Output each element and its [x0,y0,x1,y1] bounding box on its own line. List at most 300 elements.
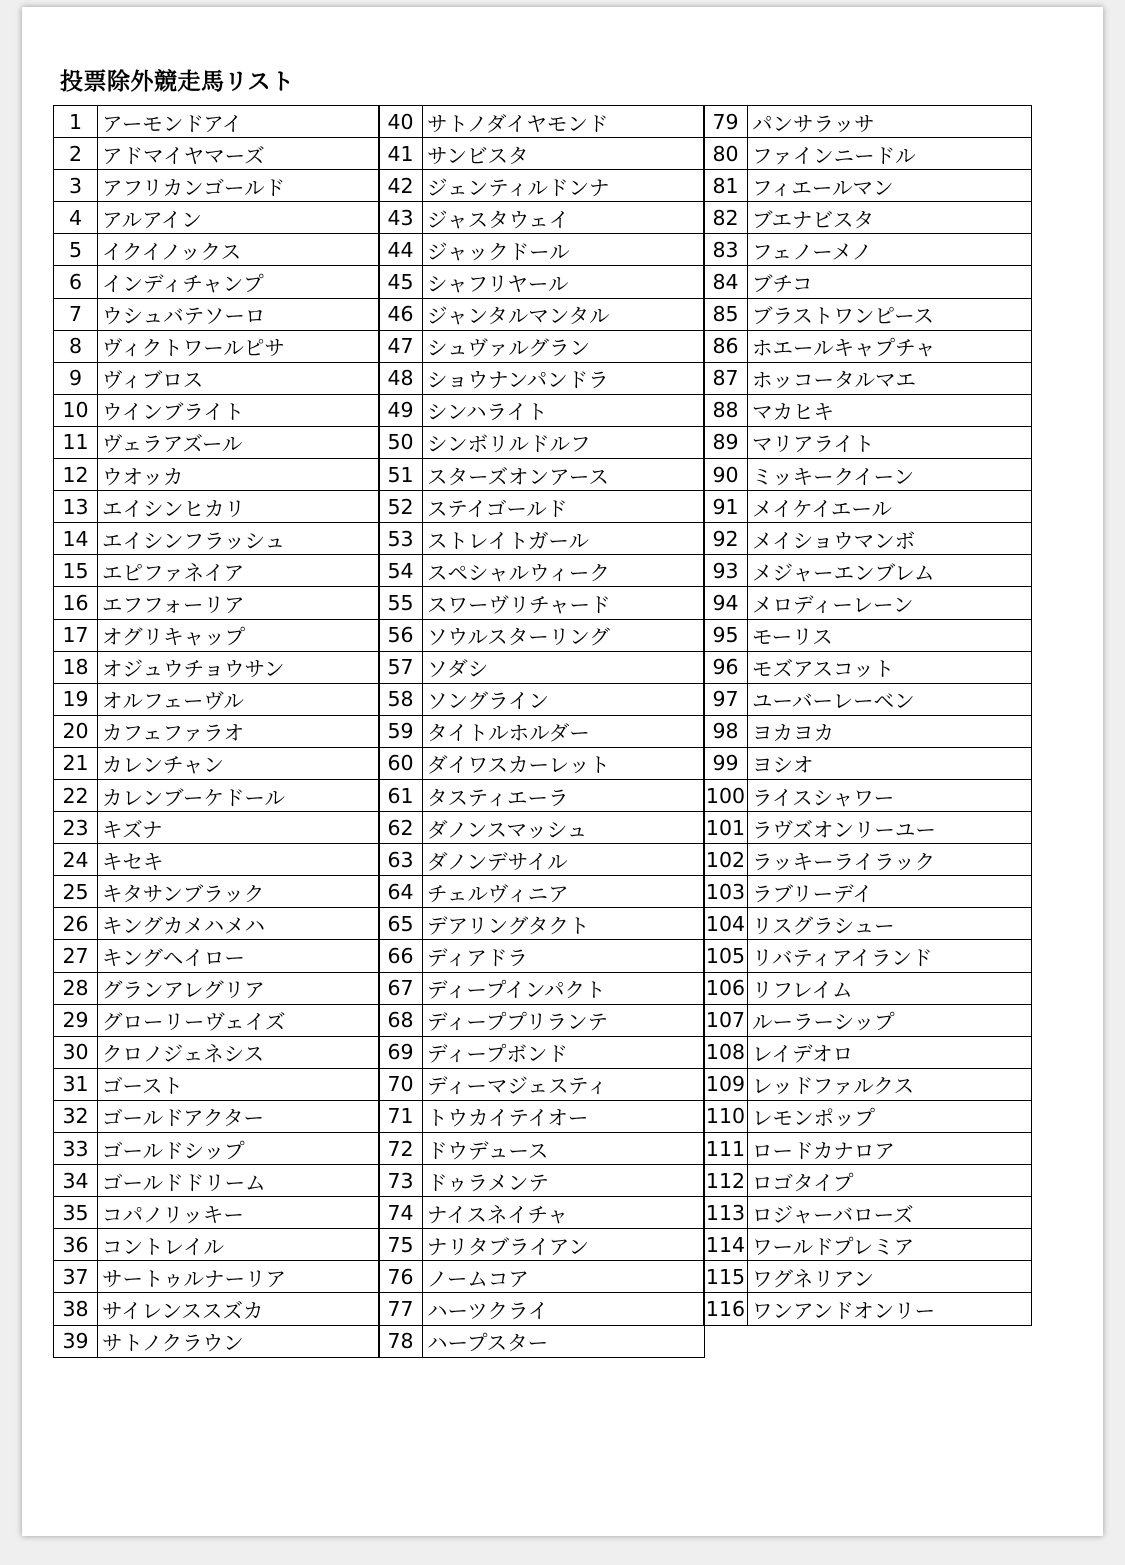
entry-number: 27 [54,940,98,972]
entry-number: 99 [704,747,748,779]
entry-number: 31 [54,1068,98,1100]
entry-number: 32 [54,1100,98,1132]
entry-number: 30 [54,1036,98,1068]
horse-name: キタサンブラック [98,876,380,908]
entry-number: 19 [54,683,98,715]
table-row [379,1293,705,1325]
entry-number: 111 [704,1133,748,1165]
entry-number: 47 [379,330,423,362]
entry-number: 40 [379,106,423,138]
horse-name: ドゥラメンテ [423,1165,705,1197]
horse-name: コントレイル [98,1229,380,1261]
horse-name: レッドファルクス [748,1068,1032,1100]
entry-number: 39 [54,1325,98,1357]
table-row [704,491,1032,523]
entry-number: 46 [379,298,423,330]
table-row [704,876,1032,908]
entry-number: 96 [704,651,748,683]
entry-number: 87 [704,362,748,394]
table-row [704,1165,1032,1197]
horse-name: ソウルスターリング [423,619,705,651]
entry-number: 17 [54,619,98,651]
table-row [704,1229,1032,1261]
entry-number: 48 [379,362,423,394]
table-row [704,555,1032,587]
entry-number: 88 [704,394,748,426]
horse-name: ノームコア [423,1261,705,1293]
horse-name: ファインニードル [748,138,1032,170]
entry-number: 44 [379,234,423,266]
table-row [54,266,380,298]
table-row [704,587,1032,619]
table-row [54,683,380,715]
horse-name: リバティアイランド [748,940,1032,972]
entry-number: 10 [54,394,98,426]
entry-number: 3 [54,170,98,202]
table-row [54,1261,380,1293]
table-row [54,202,380,234]
horse-name: レイデオロ [748,1036,1032,1068]
horse-name: ゴースト [98,1068,380,1100]
entry-number: 50 [379,426,423,458]
entry-number: 74 [379,1197,423,1229]
entry-number: 85 [704,298,748,330]
table-row [54,587,380,619]
entry-number: 108 [704,1036,748,1068]
horse-name: ナイスネイチャ [423,1197,705,1229]
entry-number: 28 [54,972,98,1004]
horse-name: ダイワスカーレット [423,747,705,779]
table-row [704,330,1032,362]
horse-name: ルーラーシップ [748,1004,1032,1036]
table-row [54,812,380,844]
table-row [54,1197,380,1229]
entry-number: 62 [379,812,423,844]
table-row [704,651,1032,683]
horse-name: メイショウマンボ [748,523,1032,555]
entry-number: 26 [54,908,98,940]
horse-name: キングヘイロー [98,940,380,972]
table-row [379,1133,705,1165]
table-row [54,330,380,362]
horse-name: シュヴァルグラン [423,330,705,362]
entry-number: 110 [704,1100,748,1132]
horse-name: スターズオンアース [423,459,705,491]
horse-name: ゴールドアクター [98,1100,380,1132]
horse-name: ハープスター [423,1325,705,1357]
entry-number: 72 [379,1133,423,1165]
entry-number: 91 [704,491,748,523]
horse-name: ディープボンド [423,1036,705,1068]
entry-number: 22 [54,779,98,811]
table-row [54,1293,380,1325]
table-row [379,812,705,844]
entry-number: 65 [379,908,423,940]
horse-name: メジャーエンブレム [748,555,1032,587]
entry-number: 42 [379,170,423,202]
horse-name: リスグラシュー [748,908,1032,940]
horse-name: スワーヴリチャード [423,587,705,619]
horse-name: ジャックドール [423,234,705,266]
horse-name: ダノンデサイル [423,844,705,876]
horse-name: ヴェラアズール [98,426,380,458]
page-title: 投票除外競走馬リスト [60,69,295,95]
horse-name: ジャンタルマンタル [423,298,705,330]
horse-name: エピファネイア [98,555,380,587]
table-row [704,298,1032,330]
horse-name: サイレンススズカ [98,1293,380,1325]
horse-name: ブエナビスタ [748,202,1032,234]
table-row [54,1325,380,1357]
entry-number: 60 [379,747,423,779]
table-row [704,106,1032,138]
horse-name: ヨシオ [748,747,1032,779]
table-row [704,972,1032,1004]
horse-name: シンハライト [423,394,705,426]
entry-number: 79 [704,106,748,138]
horse-name: ワンアンドオンリー [748,1293,1032,1325]
horse-name: リフレイム [748,972,1032,1004]
table-row [379,106,705,138]
entry-number: 45 [379,266,423,298]
table-row [379,459,705,491]
table-row [54,234,380,266]
horse-name: サートゥルナーリア [98,1261,380,1293]
table-row [379,138,705,170]
horse-name: インディチャンプ [98,266,380,298]
table-row [379,619,705,651]
entry-number: 49 [379,394,423,426]
entry-number: 107 [704,1004,748,1036]
entry-number: 52 [379,491,423,523]
table-row [379,1197,705,1229]
entry-number: 73 [379,1165,423,1197]
entry-number: 83 [704,234,748,266]
table-row [704,1004,1032,1036]
table-row [704,459,1032,491]
entry-number: 112 [704,1165,748,1197]
table-row [704,394,1032,426]
entry-number: 115 [704,1261,748,1293]
horse-name: ラブリーデイ [748,876,1032,908]
table-row [54,747,380,779]
table-row [704,1068,1032,1100]
table-row [379,779,705,811]
table-row [54,362,380,394]
horse-name: ディーププリランテ [423,1004,705,1036]
table-row [379,972,705,1004]
horse-name: フェノーメノ [748,234,1032,266]
horse-name: ショウナンパンドラ [423,362,705,394]
table-row [54,138,380,170]
horse-name: ストレイトガール [423,523,705,555]
horse-name: ロゴタイプ [748,1165,1032,1197]
table-row [54,715,380,747]
entry-number: 29 [54,1004,98,1036]
table-row [379,587,705,619]
table-row [379,523,705,555]
horse-name: マリアライト [748,426,1032,458]
horse-name: カレンチャン [98,747,380,779]
horse-name: フィエールマン [748,170,1032,202]
entry-number: 82 [704,202,748,234]
entry-number: 92 [704,523,748,555]
horse-name: ワールドプレミア [748,1229,1032,1261]
entry-number: 16 [54,587,98,619]
table-row [704,426,1032,458]
table-row [704,362,1032,394]
entry-number: 21 [54,747,98,779]
entry-number: 105 [704,940,748,972]
table-row [54,940,380,972]
entry-number: 100 [704,779,748,811]
entry-number: 41 [379,138,423,170]
horse-name: ホエールキャプチャ [748,330,1032,362]
horse-name: スペシャルウィーク [423,555,705,587]
entry-number: 23 [54,812,98,844]
entry-number: 116 [704,1293,748,1325]
horse-name: イクイノックス [98,234,380,266]
table-row [54,972,380,1004]
horse-name: ドウデュース [423,1133,705,1165]
entry-number: 5 [54,234,98,266]
entry-number: 70 [379,1068,423,1100]
table-row [54,426,380,458]
horse-name: エイシンフラッシュ [98,523,380,555]
horse-list-column-1 [53,105,380,1358]
table-row [704,1197,1032,1229]
table-row [704,234,1032,266]
entry-number: 51 [379,459,423,491]
entry-number: 53 [379,523,423,555]
table-row [54,1004,380,1036]
entry-number: 93 [704,555,748,587]
table-row [54,491,380,523]
horse-name: カフェファラオ [98,715,380,747]
entry-number: 2 [54,138,98,170]
entry-number: 69 [379,1036,423,1068]
horse-name: ディアドラ [423,940,705,972]
table-row [704,1293,1032,1325]
table-row [54,459,380,491]
horse-name: アーモンドアイ [98,106,380,138]
horse-name: メロディーレーン [748,587,1032,619]
entry-number: 63 [379,844,423,876]
entry-number: 77 [379,1293,423,1325]
table-row [704,908,1032,940]
entry-number: 4 [54,202,98,234]
table-row [379,844,705,876]
table-row [54,523,380,555]
table-row [54,106,380,138]
horse-name: ジャスタウェイ [423,202,705,234]
table-row [379,394,705,426]
entry-number: 64 [379,876,423,908]
entry-number: 86 [704,330,748,362]
table-row [704,779,1032,811]
horse-name: シャフリヤール [423,266,705,298]
table-row [54,651,380,683]
entry-number: 38 [54,1293,98,1325]
horse-name: ウオッカ [98,459,380,491]
horse-name: レモンポップ [748,1100,1032,1132]
table-row [54,298,380,330]
horse-name: トウカイテイオー [423,1100,705,1132]
table-row [379,330,705,362]
table-row [704,202,1032,234]
entry-number: 7 [54,298,98,330]
horse-name: アフリカンゴールド [98,170,380,202]
horse-name: ブラストワンピース [748,298,1032,330]
horse-name: ライスシャワー [748,779,1032,811]
entry-number: 25 [54,876,98,908]
table-row [379,1165,705,1197]
horse-name: アルアイン [98,202,380,234]
entry-number: 1 [54,106,98,138]
table-row [704,812,1032,844]
horse-name: コパノリッキー [98,1197,380,1229]
entry-number: 43 [379,202,423,234]
entry-number: 8 [54,330,98,362]
table-row [379,1325,705,1357]
entry-number: 68 [379,1004,423,1036]
entry-number: 55 [379,587,423,619]
entry-number: 18 [54,651,98,683]
horse-name: ヴィブロス [98,362,380,394]
horse-name: グローリーヴェイズ [98,1004,380,1036]
table-row [379,940,705,972]
table-row [379,555,705,587]
entry-number: 6 [54,266,98,298]
horse-name: サンビスタ [423,138,705,170]
entry-number: 66 [379,940,423,972]
horse-name: マカヒキ [748,394,1032,426]
horse-name: タスティエーラ [423,779,705,811]
horse-name: サトノダイヤモンド [423,106,705,138]
entry-number: 24 [54,844,98,876]
entry-number: 106 [704,972,748,1004]
table-row [54,555,380,587]
entry-number: 78 [379,1325,423,1357]
horse-name: ジェンティルドンナ [423,170,705,202]
horse-name: ラッキーライラック [748,844,1032,876]
horse-name: ワグネリアン [748,1261,1032,1293]
horse-name: キングカメハメハ [98,908,380,940]
table-row [379,234,705,266]
horse-name: タイトルホルダー [423,715,705,747]
horse-name: ステイゴールド [423,491,705,523]
table-row [704,1261,1032,1293]
table-row [704,170,1032,202]
horse-name: シンボリルドルフ [423,426,705,458]
table-row [54,844,380,876]
table-row [54,876,380,908]
entry-number: 84 [704,266,748,298]
table-row [379,1068,705,1100]
horse-name: サトノクラウン [98,1325,380,1357]
entry-number: 36 [54,1229,98,1261]
entry-number: 58 [379,683,423,715]
horse-name: パンサラッサ [748,106,1032,138]
table-row [54,908,380,940]
table-row [704,715,1032,747]
table-row [379,426,705,458]
table-row [54,394,380,426]
horse-name: ロジャーバローズ [748,1197,1032,1229]
entry-number: 33 [54,1133,98,1165]
horse-name: オルフェーヴル [98,683,380,715]
table-row [379,202,705,234]
table-row [379,1229,705,1261]
table-row [379,1261,705,1293]
document-page [22,7,1103,1536]
table-row [54,619,380,651]
entry-number: 90 [704,459,748,491]
horse-name: ゴールドドリーム [98,1165,380,1197]
horse-name: ブチコ [748,266,1032,298]
entry-number: 59 [379,715,423,747]
horse-name: ディープインパクト [423,972,705,1004]
horse-name: キズナ [98,812,380,844]
entry-number: 61 [379,779,423,811]
horse-name: ハーツクライ [423,1293,705,1325]
entry-number: 20 [54,715,98,747]
entry-number: 89 [704,426,748,458]
table-row [54,1068,380,1100]
horse-name: キセキ [98,844,380,876]
horse-list-column-2 [378,105,705,1358]
horse-name: ナリタブライアン [423,1229,705,1261]
entry-number: 103 [704,876,748,908]
entry-number: 101 [704,812,748,844]
entry-number: 35 [54,1197,98,1229]
horse-name: ホッコータルマエ [748,362,1032,394]
horse-name: カレンブーケドール [98,779,380,811]
entry-number: 54 [379,555,423,587]
horse-name: ゴールドシップ [98,1133,380,1165]
entry-number: 94 [704,587,748,619]
horse-name: ソングライン [423,683,705,715]
horse-name: ラヴズオンリーユー [748,812,1032,844]
entry-number: 37 [54,1261,98,1293]
horse-name: ミッキークイーン [748,459,1032,491]
table-row [379,715,705,747]
entry-number: 104 [704,908,748,940]
entry-number: 97 [704,683,748,715]
horse-list-column-3 [703,105,1032,1326]
table-row [704,1133,1032,1165]
entry-number: 98 [704,715,748,747]
table-row [704,1036,1032,1068]
table-row [54,170,380,202]
horse-name: ウインブライト [98,394,380,426]
table-row [379,1100,705,1132]
horse-name: エフフォーリア [98,587,380,619]
horse-name: ソダシ [423,651,705,683]
horse-name: メイケイエール [748,491,1032,523]
horse-name: ユーバーレーベン [748,683,1032,715]
table-row [704,683,1032,715]
table-row [704,1100,1032,1132]
entry-number: 113 [704,1197,748,1229]
entry-number: 13 [54,491,98,523]
entry-number: 11 [54,426,98,458]
entry-number: 76 [379,1261,423,1293]
horse-name: オジュウチョウサン [98,651,380,683]
table-row [379,266,705,298]
table-row [704,844,1032,876]
table-row [379,876,705,908]
